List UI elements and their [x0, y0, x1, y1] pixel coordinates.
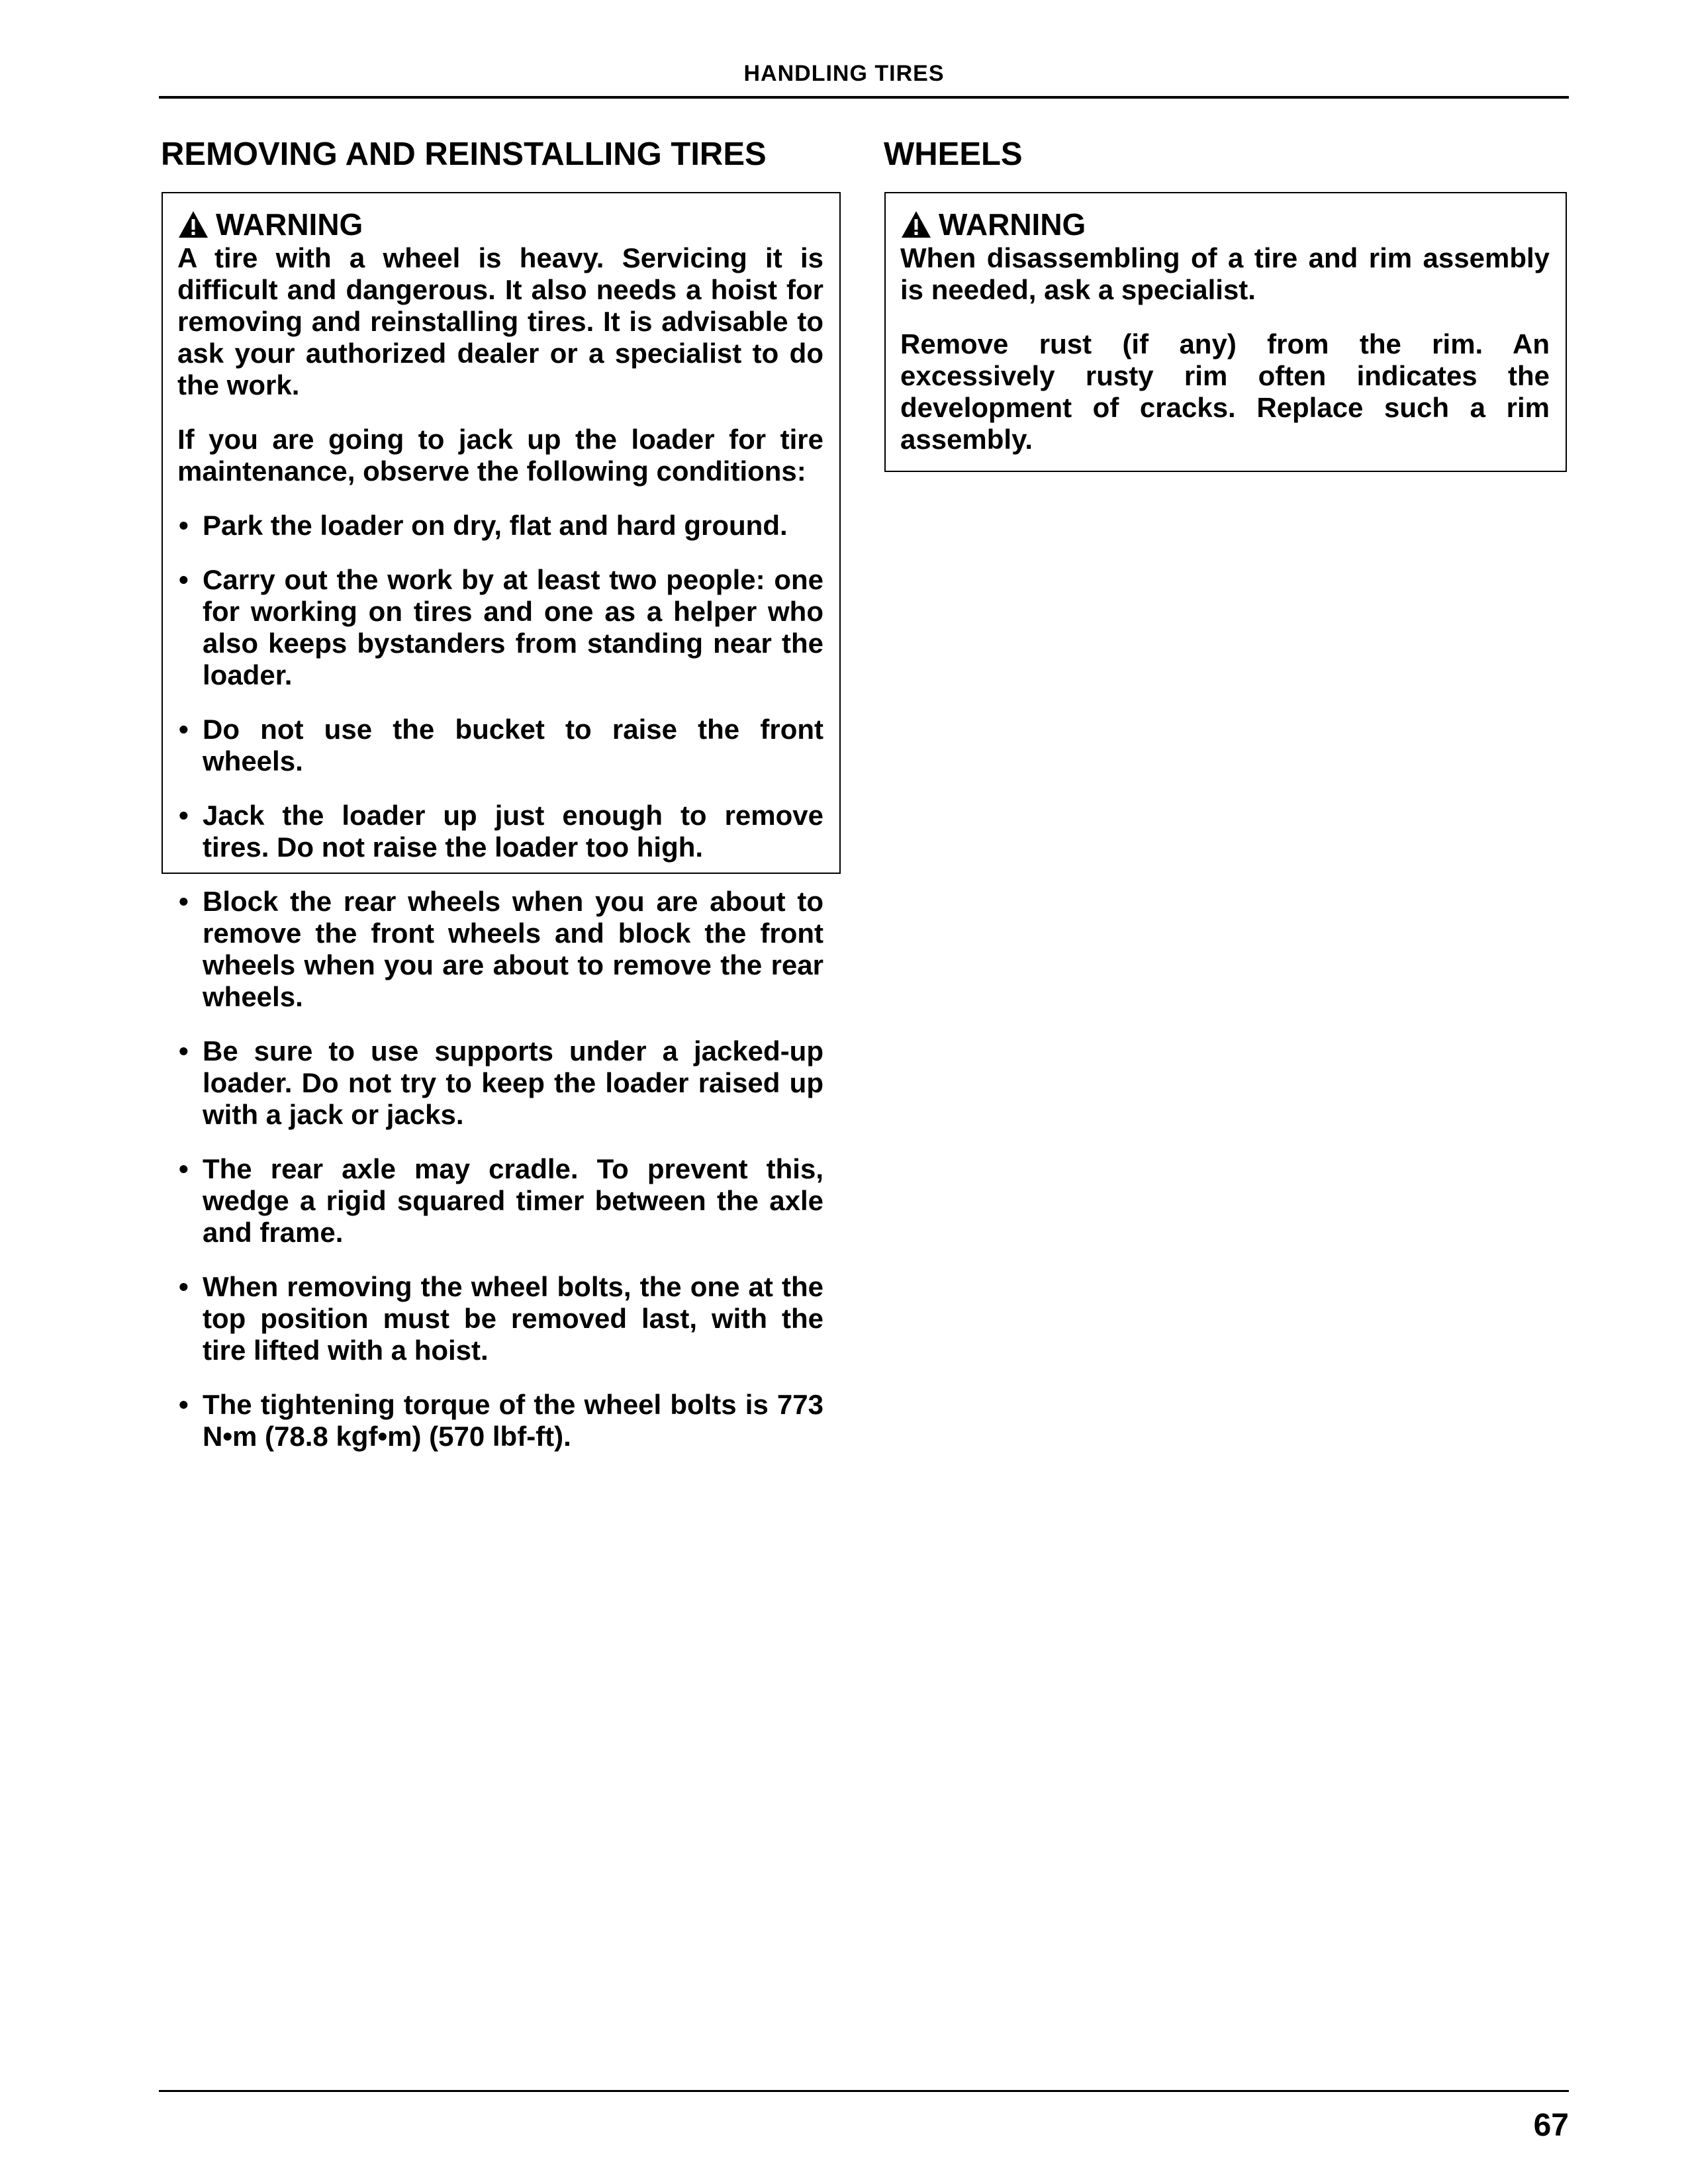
bullet-dot: • — [179, 800, 189, 831]
list-item: • When removing the wheel bolts, the one at the top position must be removed last, with the tire lifted with a hoist. — [179, 1271, 823, 1366]
warning-paragraph-2: Remove rust (if any) from the rim. An excessively rusty rim often indicates the development of cracks. Replace such a rim assembly. — [900, 328, 1550, 455]
bullet-dot: • — [179, 886, 189, 917]
warning-paragraph-2: If you are going to jack up the loader for tire maintenance, observe the following conditions: — [177, 424, 823, 487]
warning-triangle-icon — [900, 210, 932, 239]
list-item: • Park the loader on dry, flat and hard ground. — [179, 510, 788, 541]
warning-heading — [900, 207, 1550, 242]
footer-rule — [159, 2090, 1569, 2092]
list-item: • Be sure to use supports under a jacked-up loader. Do not try to keep the loader raised up with a jack or jacks. — [179, 1035, 823, 1130]
warning-heading — [177, 207, 823, 242]
warning-paragraph-1: A tire with a wheel is heavy. Servicing it is difficult and dangerous. It also needs a hoist for removing and reinstalling tires. It is advisable to ask your authorized dealer or a specialist to do the work. — [177, 242, 823, 401]
bullet-dot: • — [179, 1271, 189, 1302]
bullet-dot: • — [179, 1153, 189, 1184]
page-number: 67 — [1533, 2108, 1569, 2143]
bullet-dot: • — [179, 510, 189, 541]
header-rule — [159, 96, 1569, 99]
list-item: • Carry out the work by at least two people: one for working on tires and one as a helper who also keeps bystanders from standing near the loader. — [179, 564, 823, 690]
warning-box-removing-tires — [162, 192, 841, 1452]
warning-triangle-icon — [177, 210, 209, 239]
list-item: • Block the rear wheels when you are about to remove the front wheels and block the front wheels when you are about to remove the rear wheels. — [179, 886, 823, 1012]
warning-paragraph-1: When disassembling of a tire and rim assembly is needed, ask a specialist. — [900, 242, 1550, 305]
running-header: HANDLING TIRES — [743, 61, 945, 86]
list-item: • Jack the loader up just enough to remove tires. Do not raise the loader too high. — [179, 800, 823, 863]
warning-label: WARNING — [939, 207, 1086, 242]
bullet-dot: • — [179, 564, 189, 595]
warning-label: WARNING — [216, 207, 363, 242]
section-title-wheels: WHEELS — [884, 136, 1023, 172]
bullet-dot: • — [179, 1389, 189, 1420]
list-item: • Do not use the bucket to raise the front wheels. — [179, 714, 823, 777]
conditions-list — [177, 510, 823, 1452]
section-title-removing-tires: REMOVING AND REINSTALLING TIRES — [161, 136, 767, 172]
bullet-dot: • — [179, 1035, 189, 1067]
list-item: • The rear axle may cradle. To prevent this, wedge a rigid squared timer between the axle and frame. — [179, 1153, 823, 1248]
warning-box-wheels — [884, 192, 1567, 472]
bullet-dot: • — [179, 714, 189, 745]
list-item: • The tightening torque of the wheel bolts is 773 N•m (78.8 kgf•m) (570 lbf-ft). — [179, 1389, 823, 1452]
